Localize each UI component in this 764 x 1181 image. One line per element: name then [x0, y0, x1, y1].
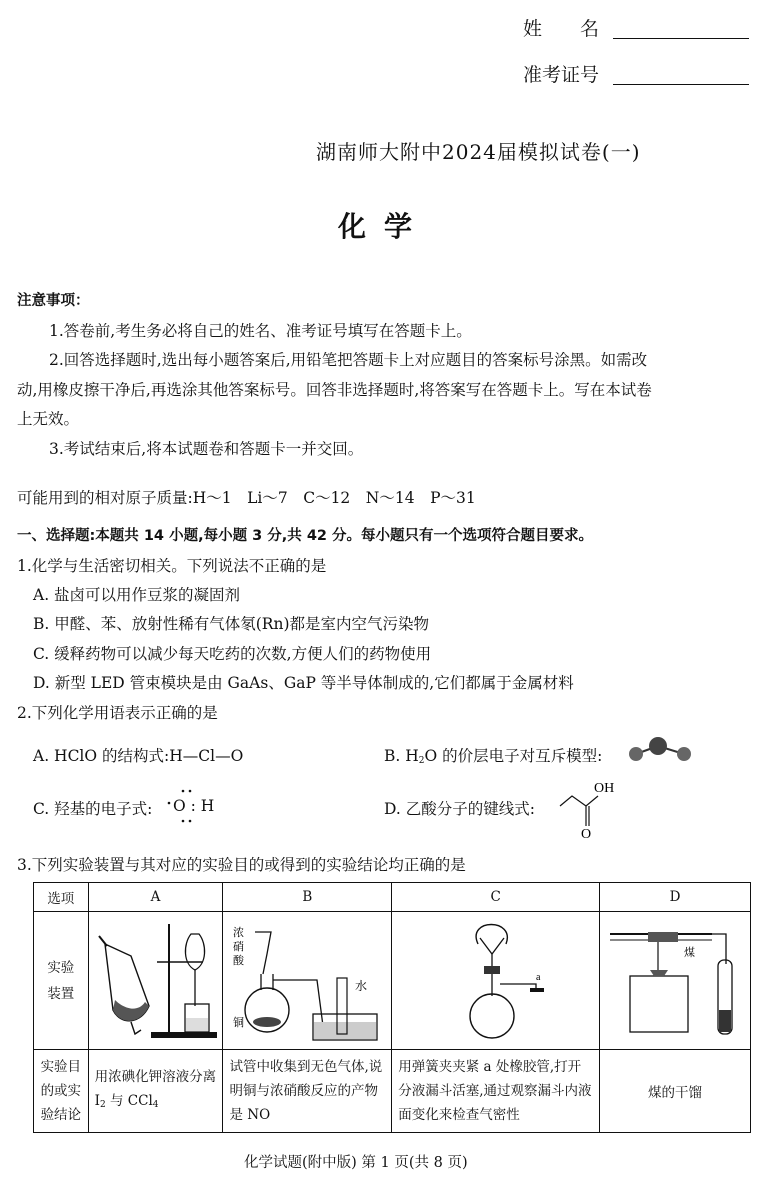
exam-id-field[interactable] — [613, 84, 749, 85]
acetic-acid-skeletal-icon — [548, 774, 638, 840]
acetic-o-label: O — [581, 827, 592, 840]
atomic-mass: 可能用到的相对原子质量:H～1 Li～7 C～12 N～14 P～31 — [17, 489, 476, 507]
label-acid-2: 硝 — [233, 940, 245, 953]
label-copper: 铜 — [233, 1016, 245, 1029]
table-col-c: C — [392, 883, 600, 912]
name-field[interactable] — [613, 38, 749, 39]
row-apparatus-label: 实验 装置 — [34, 912, 89, 1050]
airtightness-check-diagram — [396, 914, 596, 1044]
q2-stem: 2.下列化学用语表示正确的是 — [17, 704, 218, 722]
apparatus-a-cell — [88, 912, 223, 1050]
q1-option-c: C. 缓释药物可以减少每天吃药的次数,方便人们的药物使用 — [33, 645, 432, 663]
apparatus-b-cell — [223, 912, 392, 1050]
apparatus-c-cell — [392, 912, 600, 1050]
q1-option-d: D. 新型 LED 管束模块是由 GaAs、GaP 等半导体制成的,它们都属于金属材料 — [33, 674, 574, 692]
conclusion-c: 用弹簧夹夹紧 a 处橡胶管,打开分液漏斗活塞,通过观察漏斗内液面变化来检查气密性 — [392, 1050, 600, 1133]
q2-b-sub: 2 — [418, 756, 425, 766]
separatory-funnel-diagram — [91, 914, 221, 1044]
name-label: 姓 名 — [523, 18, 600, 40]
q2-c-pre: C. 羟基的电子式: — [33, 800, 153, 818]
note-2-line1: 2.回答选择题时,选出每小题答案后,用铅笔把答题卡上对应题目的答案标号涂黑。如需改 — [49, 351, 648, 369]
label-water: 水 — [355, 978, 368, 993]
label-coal: 煤 — [684, 946, 695, 959]
table-col-a: A — [88, 883, 223, 912]
q1-option-a: A. 盐卤可以用作豆浆的凝固剂 — [33, 586, 241, 604]
q2-b-post: O 的价层电子对互斥模型: — [424, 747, 603, 765]
subject-title: 化学 — [338, 210, 431, 243]
conclusion-b: 试管中收集到无色气体,说明铜与浓硝酸反应的产物是 NO — [223, 1050, 392, 1133]
acetic-oh-label: OH — [594, 781, 615, 796]
q2-option-d: D. 乙酸分子的键线式: — [384, 800, 535, 818]
note-2-line2: 动,用橡皮擦干净后,再选涂其他答案标号。回答非选择题时,将答案写在答题卡上。写在本试卷 — [17, 381, 652, 399]
label-a: a — [535, 971, 541, 983]
q2-option-b — [384, 744, 602, 766]
section1-heading: 一、选择题:本题共 14 小题,每小题 3 分,共 42 分。每小题只有一个选项符合题目要求。 — [17, 528, 594, 544]
q2-c-formula: O : H — [173, 797, 215, 815]
label-acid-3: 酸 — [233, 954, 245, 967]
conclusion-a — [88, 1050, 223, 1133]
copper-nitric-acid-diagram — [227, 914, 387, 1044]
label-acid-1: 浓 — [233, 926, 245, 939]
note-3: 3.考试结束后,将本试题卷和答题卡一并交回。 — [49, 440, 364, 458]
note-1: 1.答卷前,考生务必将自己的姓名、准考证号填写在答题卡上。 — [49, 322, 472, 340]
coal-distillation-diagram — [600, 914, 750, 1044]
q3-stem: 3.下列实验装置与其对应的实验目的或得到的实验结论均正确的是 — [17, 856, 466, 874]
exam-title: 湖南师大附中2024届模拟试卷(一) — [316, 140, 641, 164]
conclusion-a-mid: 与 CCl — [105, 1093, 153, 1109]
apparatus-d-cell — [600, 912, 751, 1050]
q1-option-b: B. 甲醛、苯、放射性稀有气体氡(Rn)都是室内空气污染物 — [33, 615, 429, 633]
q1-stem: 1.化学与生活密切相关。下列说法不正确的是 — [17, 557, 327, 575]
q2-option-a: A. HClO 的结构式:H—Cl—O — [33, 747, 244, 765]
vsepr-model-icon — [624, 734, 696, 766]
conclusion-a-sub: 2 — [99, 1100, 106, 1110]
electron-dots-icon — [164, 788, 204, 824]
row-conclusion-label: 实验目 的或实 验结论 — [34, 1050, 89, 1133]
notes-heading: 注意事项： — [17, 293, 90, 309]
page-footer: 化学试题(附中版) 第 1 页(共 8 页) — [244, 1155, 468, 1171]
table-col-b: B — [223, 883, 392, 912]
conclusion-a-sub2: 4 — [152, 1100, 159, 1110]
table-col-d: D — [600, 883, 751, 912]
q2-b-pre: B. H — [384, 747, 419, 765]
q2-option-c — [33, 797, 152, 819]
note-2-line3: 上无效。 — [17, 410, 80, 428]
exam-id-label: 准考证号 — [523, 64, 600, 86]
table-col-header: 选项 — [34, 883, 89, 912]
conclusion-a-pre: 用浓碘化钾溶液分离 I — [94, 1069, 217, 1109]
experiment-table — [33, 882, 751, 1133]
conclusion-d: 煤的干馏 — [600, 1050, 751, 1133]
